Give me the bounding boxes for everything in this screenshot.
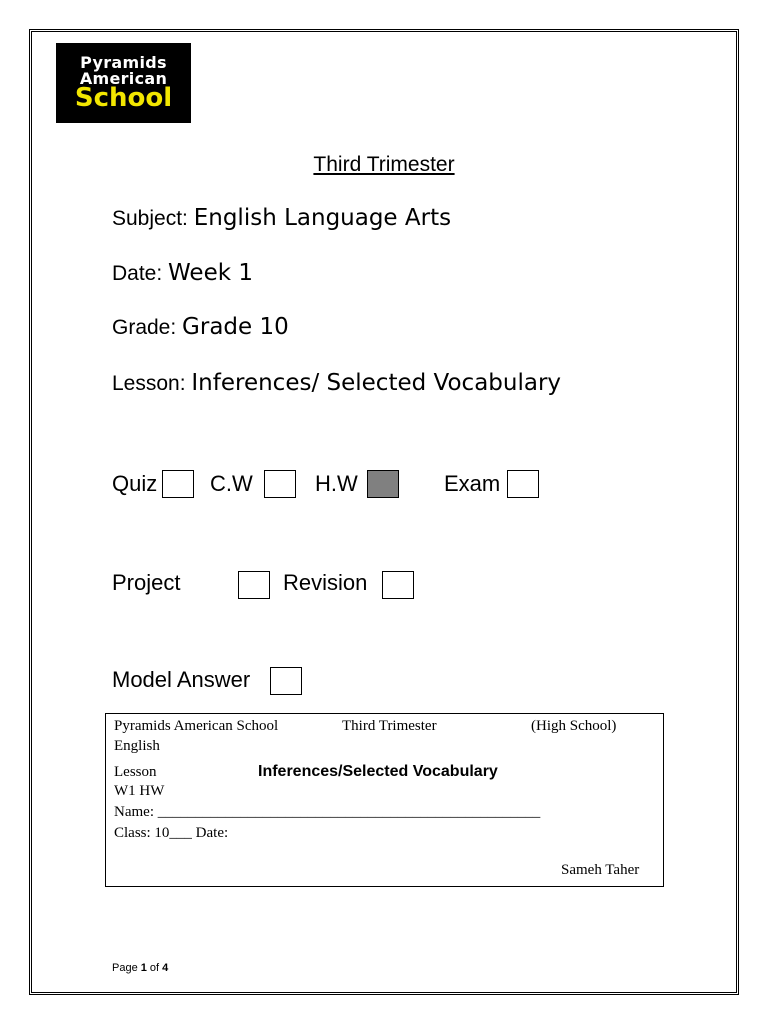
- project-checkbox[interactable]: [238, 571, 270, 599]
- lesson-value: Inferences/ Selected Vocabulary: [191, 370, 562, 396]
- hw-trimester: Third Trimester: [342, 718, 437, 734]
- grade-value: Grade 10: [182, 314, 289, 340]
- page-current: 1: [140, 962, 147, 974]
- logo-line-3: School: [74, 83, 173, 113]
- date-label: Date:: [112, 262, 169, 285]
- model-answer-checkbox[interactable]: [270, 667, 302, 695]
- grade-field: [112, 314, 289, 340]
- quiz-checkbox[interactable]: [162, 470, 194, 498]
- hw-code: W1 HW: [114, 783, 165, 799]
- hw-teacher: Sameh Taher: [561, 862, 640, 878]
- assessment-row-3: [112, 664, 312, 696]
- cw-checkbox[interactable]: [264, 470, 296, 498]
- cw-label: C.W: [210, 471, 253, 496]
- lesson-field: [112, 370, 561, 396]
- page-middle: of: [146, 962, 163, 974]
- page-heading: Third Trimester: [313, 153, 455, 176]
- project-label: Project: [112, 570, 181, 595]
- logo-line-1: Pyramids: [80, 53, 167, 72]
- exam-label: Exam: [444, 471, 501, 496]
- date-value: Week 1: [168, 260, 253, 286]
- hw-level: (High School): [531, 718, 617, 734]
- hw-school: Pyramids American School: [114, 718, 279, 734]
- homework-header-box: [105, 713, 664, 887]
- page-number: [112, 962, 168, 974]
- date-field: [112, 260, 253, 286]
- lesson-label: Lesson:: [112, 372, 192, 395]
- quiz-label: Quiz: [112, 471, 158, 496]
- logo-line-2: American: [79, 69, 168, 88]
- hw-subject: English: [114, 738, 160, 754]
- revision-label: Revision: [283, 570, 368, 595]
- revision-checkbox[interactable]: [382, 571, 414, 599]
- hw-name-line: Name: ___________________________________________________: [114, 804, 541, 820]
- grade-label: Grade:: [112, 316, 183, 339]
- hw-lesson-title: Inferences/Selected Vocabulary: [258, 763, 498, 780]
- model-answer-label: Model Answer: [112, 667, 251, 692]
- page-total: 4: [162, 962, 169, 974]
- exam-checkbox[interactable]: [507, 470, 539, 498]
- assessment-row-2: [112, 567, 422, 599]
- hw-checkbox[interactable]: [367, 470, 399, 498]
- subject-field: [112, 205, 451, 231]
- school-logo: [56, 43, 191, 123]
- hw-label: H.W: [315, 471, 358, 496]
- hw-class-line: Class: 10___ Date:: [114, 825, 229, 841]
- subject-label: Subject:: [112, 207, 194, 230]
- assessment-row-1: [112, 468, 552, 500]
- page-prefix: Page: [112, 962, 141, 974]
- hw-lesson-label: Lesson: [114, 764, 157, 780]
- subject-value: English Language Arts: [193, 205, 452, 231]
